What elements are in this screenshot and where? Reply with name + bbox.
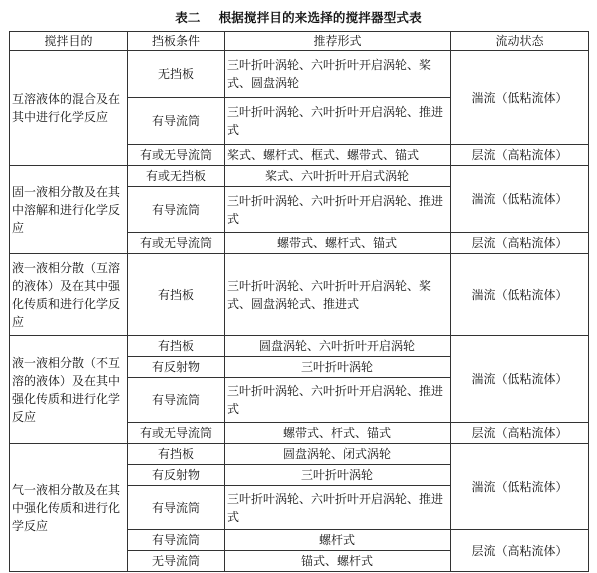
baffle-condition-cell: 有或无导流筒 — [128, 145, 225, 166]
baffle-condition-cell: 有导流筒 — [128, 378, 225, 423]
baffle-condition-cell: 有导流筒 — [128, 98, 225, 145]
baffle-condition-cell: 有反射物 — [128, 465, 225, 486]
flow-state-cell: 湍流（低粘流体） — [451, 444, 589, 530]
flow-state-cell: 层流（高粘流体） — [451, 233, 589, 254]
baffle-condition-cell: 有导流筒 — [128, 486, 225, 530]
recommended-form-cell: 三叶折叶涡轮 — [225, 357, 451, 378]
flow-state-cell: 层流（高粘流体） — [451, 530, 589, 572]
table-caption — [0, 8, 597, 26]
baffle-condition-cell: 无导流筒 — [128, 551, 225, 572]
header-row — [10, 32, 589, 51]
table-row — [10, 51, 589, 98]
baffle-condition-cell: 有或无挡板 — [128, 166, 225, 187]
recommended-form-cell: 三叶折叶涡轮、六叶折叶开启涡轮、桨式、圆盘涡轮式、推进式 — [225, 254, 451, 336]
header-purpose: 搅拌目的 — [10, 32, 128, 51]
table-row — [10, 336, 589, 357]
recommended-form-cell: 三叶折叶涡轮、六叶折叶开启涡轮、推进式 — [225, 378, 451, 423]
flow-state-cell: 层流（高粘流体） — [451, 423, 589, 444]
header-baffle-condition: 挡板条件 — [128, 32, 225, 51]
baffle-condition-cell: 有挡板 — [128, 336, 225, 357]
recommended-form-cell: 圆盘涡轮、闭式涡轮 — [225, 444, 451, 465]
baffle-condition-cell: 有或无导流筒 — [128, 423, 225, 444]
baffle-condition-cell: 有反射物 — [128, 357, 225, 378]
baffle-condition-cell: 有挡板 — [128, 254, 225, 336]
baffle-condition-cell: 有挡板 — [128, 444, 225, 465]
purpose-cell: 互溶液体的混合及在其中进行化学反应 — [10, 51, 128, 166]
agitator-selection-table — [9, 31, 589, 572]
purpose-cell: 固一液相分散及在其中溶解和进行化学反应 — [10, 166, 128, 254]
baffle-condition-cell: 有导流筒 — [128, 530, 225, 551]
table-row — [10, 254, 589, 336]
header-recommended-form: 推荐形式 — [225, 32, 451, 51]
flow-state-cell: 湍流（低粘流体） — [451, 254, 589, 336]
recommended-form-cell: 桨式、六叶折叶开启式涡轮 — [225, 166, 451, 187]
recommended-form-cell: 螺杆式 — [225, 530, 451, 551]
flow-state-cell: 层流（高粘流体） — [451, 145, 589, 166]
recommended-form-cell: 三叶折叶涡轮 — [225, 465, 451, 486]
baffle-condition-cell: 有或无导流筒 — [128, 233, 225, 254]
baffle-condition-cell: 无挡板 — [128, 51, 225, 98]
recommended-form-cell: 三叶折叶涡轮、六叶折叶开启涡轮、推进式 — [225, 486, 451, 530]
flow-state-cell: 湍流（低粘流体） — [451, 51, 589, 145]
recommended-form-cell: 螺带式、螺杆式、锚式 — [225, 233, 451, 254]
purpose-cell: 液一液相分散（不互溶的液体）及在其中强化传质和进行化学反应 — [10, 336, 128, 444]
table-title: 根据搅拌目的来选择的搅拌器型式表 — [218, 10, 422, 25]
purpose-cell: 液一液相分散（互溶的液体）及在其中强化传质和进行化学反应 — [10, 254, 128, 336]
recommended-form-cell: 圆盘涡轮、六叶折叶开启涡轮 — [225, 336, 451, 357]
purpose-cell: 气一液相分散及在其中强化传质和进行化学反应 — [10, 444, 128, 572]
flow-state-cell: 湍流（低粘流体） — [451, 336, 589, 423]
recommended-form-cell: 三叶折叶涡轮、六叶折叶开启涡轮、推进式 — [225, 98, 451, 145]
recommended-form-cell: 锚式、螺杆式 — [225, 551, 451, 572]
recommended-form-cell: 桨式、螺杆式、框式、螺带式、锚式 — [225, 145, 451, 166]
recommended-form-cell: 三叶折叶涡轮、六叶折叶开启涡轮、桨式、圆盘涡轮 — [225, 51, 451, 98]
baffle-condition-cell: 有导流筒 — [128, 187, 225, 233]
flow-state-cell: 湍流（低粘流体） — [451, 166, 589, 233]
table-number: 表二 — [175, 10, 201, 25]
header-flow-state: 流动状态 — [451, 32, 589, 51]
recommended-form-cell: 螺带式、杆式、锚式 — [225, 423, 451, 444]
table-row — [10, 444, 589, 465]
recommended-form-cell: 三叶折叶涡轮、六叶折叶开启涡轮、推进式 — [225, 187, 451, 233]
table-row — [10, 166, 589, 187]
